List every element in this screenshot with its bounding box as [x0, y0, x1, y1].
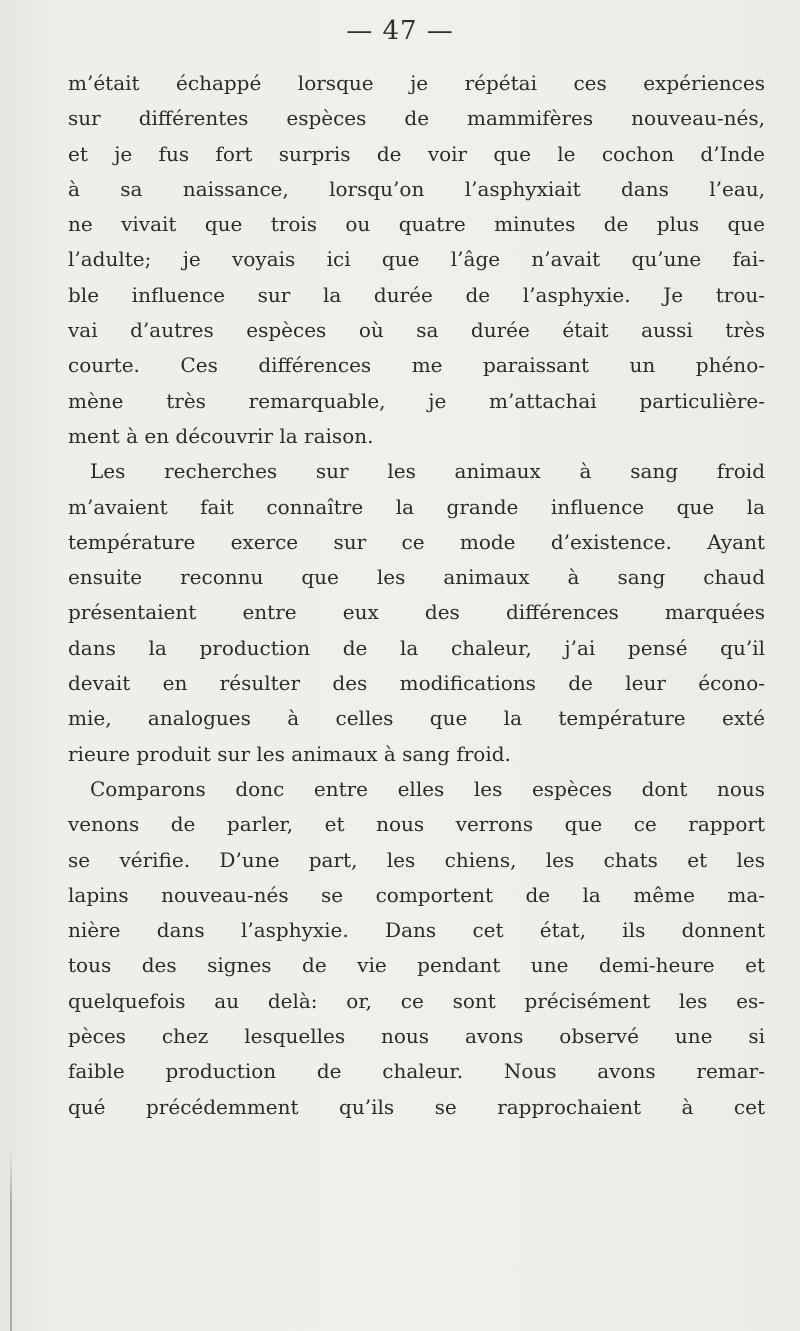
text-line: et je fus fort surpris de voir que le cochon d’Inde — [68, 141, 765, 166]
text-line: Comparons donc entre elles les espèces dont nous — [90, 776, 765, 801]
text-line: tous des signes de vie pendant une demi-heure et — [68, 953, 765, 978]
page-number: — 47 — — [346, 16, 454, 46]
text-line: dans la production de la chaleur, j’ai pensé qu’il — [68, 635, 765, 660]
text-line: devait en résulter des modifications de leur écono- — [68, 671, 765, 696]
text-line: nière dans l’asphyxie. Dans cet état, ils donnent — [68, 918, 765, 943]
text-line: ensuite reconnu que les animaux à sang chaud — [68, 565, 765, 590]
body-text — [68, 66, 765, 1125]
text-line: se vérifie. D’une part, les chiens, les chats et les — [68, 847, 765, 872]
text-line: ment à en découvrir la raison. — [68, 423, 374, 448]
text-line: lapins nouveau-nés se comportent de la même ma- — [68, 882, 765, 907]
text-line: courte. Ces différences me paraissant un phéno- — [68, 353, 765, 378]
text-line: pèces chez lesquelles nous avons observé une si — [68, 1024, 765, 1049]
text-line: m’était échappé lorsque je répétai ces expériences — [68, 71, 765, 95]
text-line: température exerce sur ce mode d’existence. Ayant — [68, 529, 765, 554]
text-line: l’adulte; je voyais ici que l’âge n’avait qu’une fai- — [68, 247, 765, 272]
text-line: présentaient entre eux des différences marquées — [68, 600, 765, 625]
text-line: qué précédemment qu’ils se rapprochaient à cet — [68, 1094, 765, 1119]
text-line: ne vivait que trois ou quatre minutes de plus que — [68, 212, 765, 237]
text-line: mène très remarquable, je m’attachai particulière- — [68, 388, 765, 413]
text-line: à sa naissance, lorsqu’on l’asphyxiait dans l’eau, — [68, 176, 765, 201]
text-line: rieure produit sur les animaux à sang froid. — [68, 741, 511, 766]
text-line: vai d’autres espèces où sa durée était aussi très — [68, 318, 765, 343]
text-line: sur différentes espèces de mammifères nouveau-nés, — [68, 106, 765, 131]
text-line: faible production de chaleur. Nous avons remar- — [68, 1059, 765, 1084]
page-edge-shadow — [10, 1150, 12, 1331]
text-line: ble influence sur la durée de l’asphyxie. Je trou- — [68, 282, 765, 307]
text-line: venons de parler, et nous verrons que ce rapport — [68, 812, 765, 837]
text-line: Les recherches sur les animaux à sang froid — [90, 459, 765, 484]
text-line: quelquefois au delà: or, ce sont précisément les es- — [68, 988, 765, 1013]
text-line: mie, analogues à celles que la température exté — [68, 706, 765, 731]
text-line: m’avaient fait connaître la grande influence que la — [68, 494, 765, 519]
